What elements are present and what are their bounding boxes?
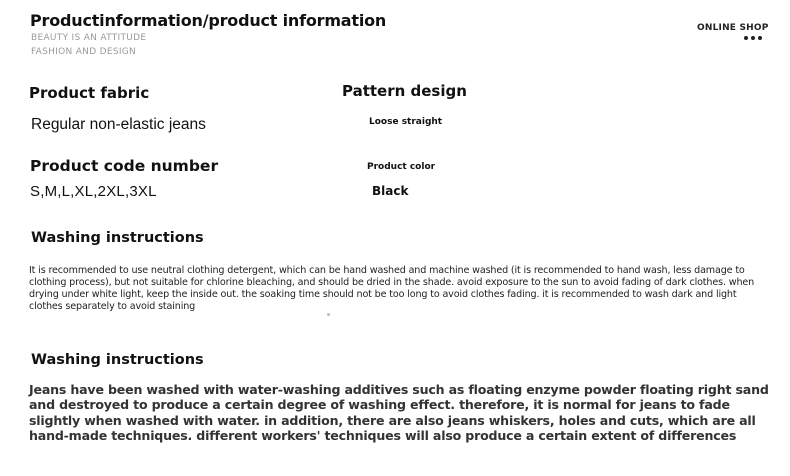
code-heading: Product code number	[30, 157, 219, 175]
decorative-dot	[327, 313, 330, 316]
washing-text-2: Jeans have been washed with water-washing additives such as floating enzyme powder floating right sand and destroyed to produce a certain degree of washing effect. therefore, it is normal for jeans to fade slightly when washed with water. in addition, there are also jeans whiskers, holes and cuts, which are all hand-made techniques. different workers' techniques will also produce a certain extent of differences	[29, 382, 769, 443]
washing-text-1: It is recommended to use neutral clothing detergent, which can be hand washed and machine washed (it is recommended to hand wash, less damage to clothing process), but not suitable for chlorine bleaching, and should be dried in the shade. avoid exposure to the sun to avoid fading of dark clothes. when drying under white light, keep the inside out. the soaking time should not be too long to avoid clothes fading. it is recommended to wash dark and light clothes separately to avoid staining	[29, 265, 755, 312]
pattern-value: Loose straight	[369, 117, 443, 127]
size-list: S,M,L,XL,2XL,3XL	[30, 183, 157, 200]
color-heading: Product color	[367, 162, 436, 172]
tagline-beauty: BEAUTY IS AN ATTITUDE	[31, 33, 147, 43]
more-dots-icon[interactable]	[744, 36, 762, 40]
tagline-fashion: FASHION AND DESIGN	[31, 47, 137, 57]
color-value: Black	[372, 184, 409, 198]
online-shop-link[interactable]: ONLINE SHOP	[697, 23, 769, 33]
page-title: Productinformation/product information	[30, 11, 387, 30]
fabric-heading: Product fabric	[29, 84, 150, 102]
washing-heading-1: Washing instructions	[31, 230, 204, 246]
pattern-heading: Pattern design	[342, 82, 467, 100]
washing-heading-2: Washing instructions	[31, 352, 204, 368]
fabric-value: Regular non-elastic jeans	[31, 116, 206, 133]
